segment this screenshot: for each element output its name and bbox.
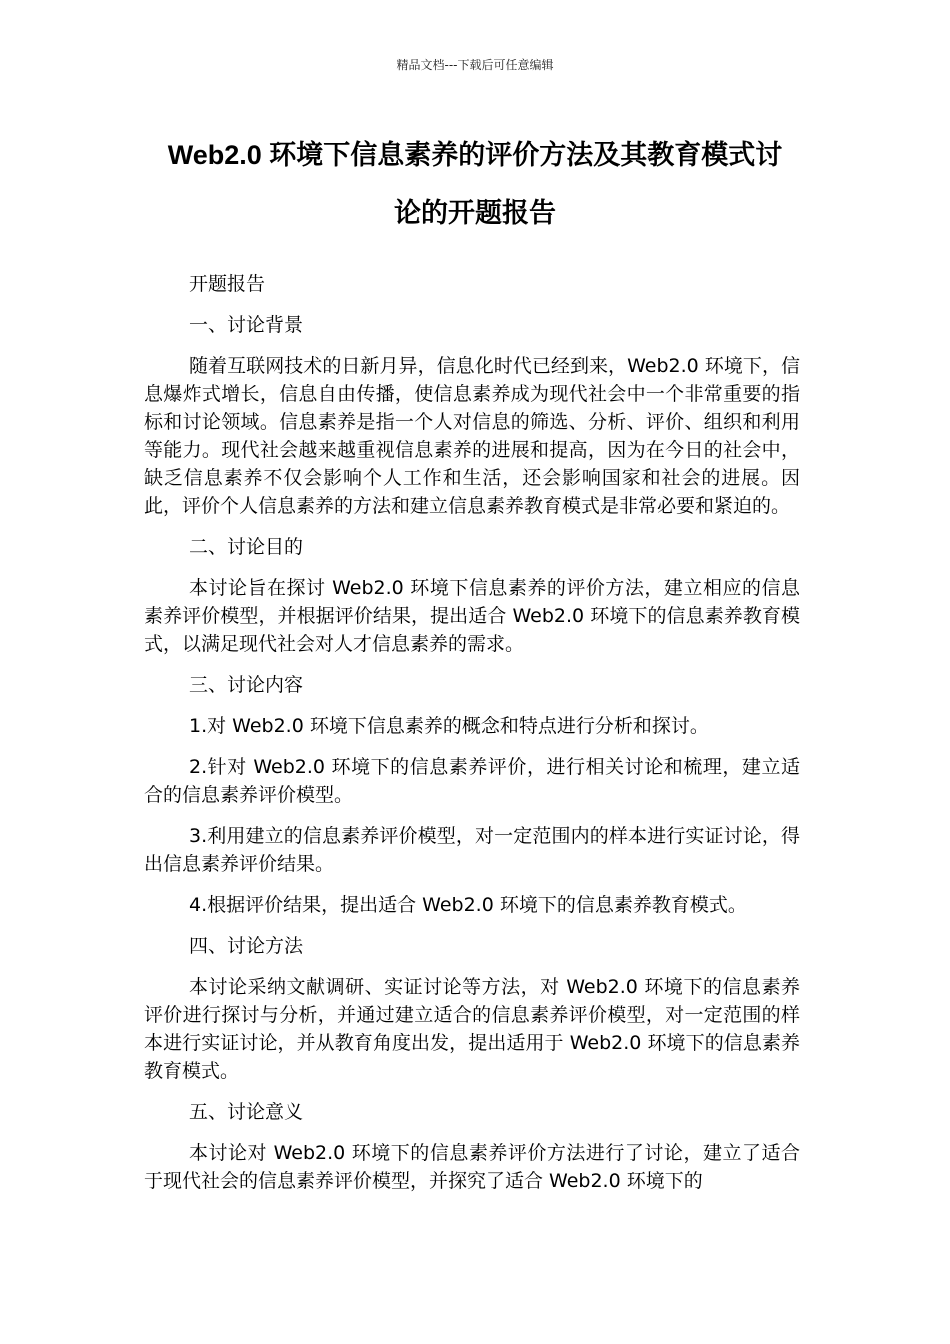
page-header: 精品文档---下载后可任意编辑 bbox=[396, 58, 554, 72]
content-item-2: 2.针对 Web2.0 环境下的信息素养评价，进行相关讨论和梳理，建立适合的信息素养评价模型。 bbox=[144, 756, 800, 806]
section-text-background: 随着互联网技术的日新月异，信息化时代已经到来，Web2.0 环境下，信息爆炸式增长，信息自由传播，使信息素养成为现代社会中一个非常重要的指标和讨论领域。信息素养是指一个人对信息的筛选、分析、评价、组织和利用等能力。现代社会越来越重视信息素养的进展和提高，因为在今日的社会中，缺乏信息素养不仅会影响个人工作和生活，还会影响国家和社会的进展。因此，评价个人信息素养的方法和建立信息素养教育模式是非常必要和紧迫的。 bbox=[144, 355, 800, 517]
content-item-4: 4.根据评价结果，提出适合 Web2.0 环境下的信息素养教育模式。 bbox=[189, 894, 747, 916]
document-title bbox=[140, 126, 810, 242]
content-item-1: 1.对 Web2.0 环境下信息素养的概念和特点进行分析和探讨。 bbox=[189, 715, 709, 737]
section-text-method: 本讨论采纳文献调研、实证讨论等方法，对 Web2.0 环境下的信息素养评价进行探讨与分析，并通过建立适合的信息素养评价模型，对一定范围的样本进行实证讨论，并从教育角度出发，提出适用于 Web2.0 环境下的信息素养教育模式。 bbox=[144, 976, 800, 1082]
title-line-1: Web2.0 环境下信息素养的评价方法及其教育模式讨 bbox=[167, 140, 783, 170]
section-heading-content: 三、讨论内容 bbox=[189, 674, 304, 696]
section-heading-purpose: 二、讨论目的 bbox=[189, 536, 304, 558]
section-text-significance: 本讨论对 Web2.0 环境下的信息素养评价方法进行了讨论，建立了适合于现代社会的信息素养评价模型，并探究了适合 Web2.0 环境下的 bbox=[144, 1142, 800, 1192]
content-item-3: 3.利用建立的信息素养评价模型，对一定范围内的样本进行实证讨论，得出信息素养评价结果。 bbox=[144, 825, 800, 875]
section-heading-significance: 五、讨论意义 bbox=[189, 1101, 304, 1123]
document-body bbox=[144, 270, 800, 1208]
report-label: 开题报告 bbox=[189, 273, 266, 295]
title-line-2: 论的开题报告 bbox=[394, 198, 556, 228]
section-heading-method: 四、讨论方法 bbox=[189, 935, 304, 957]
section-text-purpose: 本讨论旨在探讨 Web2.0 环境下信息素养的评价方法，建立相应的信息素养评价模型，并根据评价结果，提出适合 Web2.0 环境下的信息素养教育模式，以满足现代社会对人才信息素养的需求。 bbox=[144, 577, 800, 655]
section-heading-background: 一、讨论背景 bbox=[189, 314, 304, 336]
